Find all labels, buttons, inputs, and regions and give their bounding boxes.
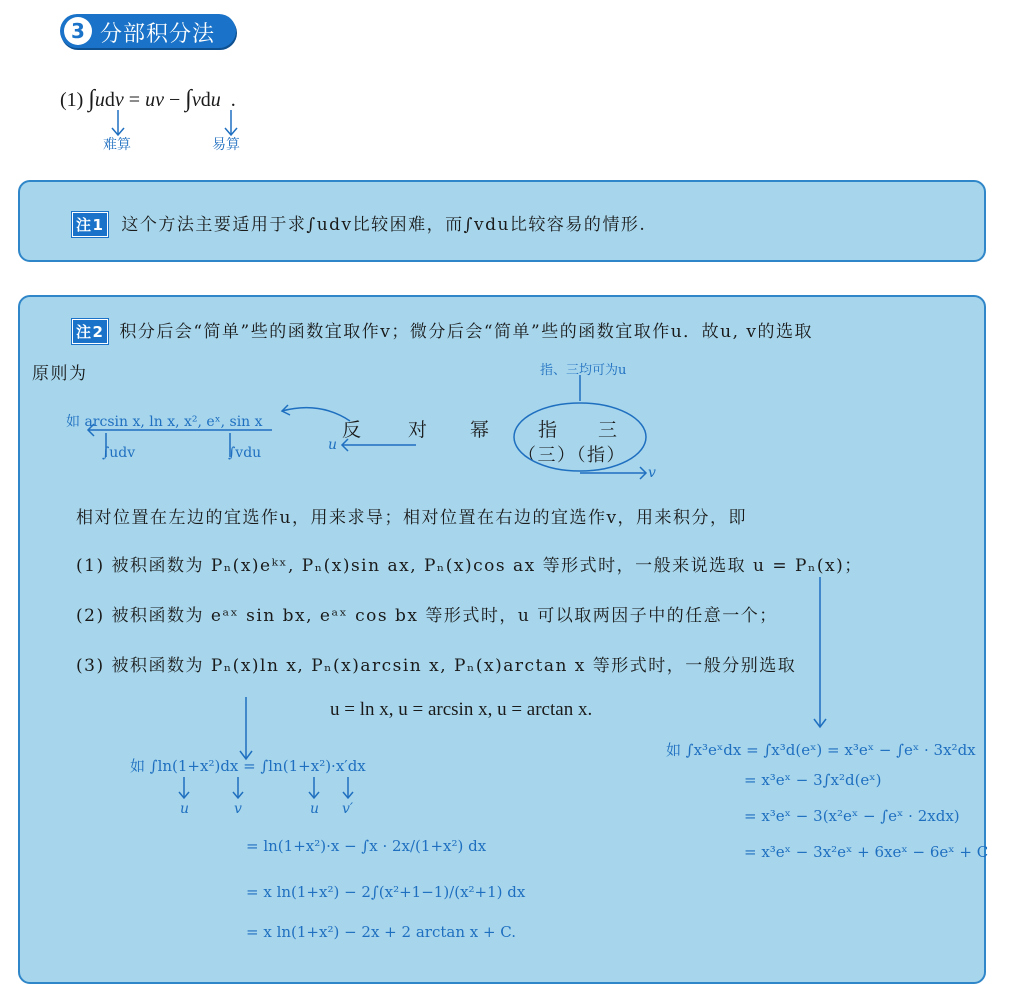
note1-text: 注1 这个方法主要适用于求∫udv比较困难，而∫vdu比较容易的情形. xyxy=(72,210,646,237)
example-right-line4: = x³eˣ − 3x²eˣ + 6xeˣ − 6eˣ + C xyxy=(744,843,989,861)
note2-tag: 注2 xyxy=(72,319,108,344)
note2-line1: 注2 积分后会“简单”些的函数宜取作v；微分后会“简单”些的函数宜取作u．故u, v的选取 xyxy=(72,317,813,344)
example-arrows xyxy=(20,567,980,767)
int-vdu: ∫vdu xyxy=(228,445,262,461)
u-arrow-label: u xyxy=(328,437,338,453)
example-left-line1: 如 ∫ln(1+x²)dx = ∫ln(1+x²)·x′dx xyxy=(130,757,366,775)
section-header xyxy=(60,14,236,48)
order-zhi: 指 xyxy=(538,419,559,441)
example-funcs: 如 arcsin x, ln x, x², eˣ, sin x xyxy=(66,414,263,430)
label-u1: u xyxy=(180,801,190,817)
example-left-line3: = x ln(1+x²) − 2∫(x²+1−1)/(x²+1) dx xyxy=(246,883,526,901)
label-v1: v xyxy=(234,801,242,817)
note1-tag: 注1 xyxy=(72,212,108,237)
note1-box xyxy=(18,180,986,262)
order-hint: 指、三均可为u xyxy=(540,363,627,378)
order-fan: 反 xyxy=(342,419,363,441)
example-right-line3: = x³eˣ − 3(x²eˣ − ∫eˣ · 2xdx) xyxy=(744,807,960,825)
example-left-arrows xyxy=(160,775,380,803)
example-right-line1: 如 ∫x³eˣdx = ∫x³d(eˣ) = x³eˣ − ∫eˣ · 3x²dx xyxy=(666,741,976,759)
rule-3: (3) 被积函数为 Pₙ(x)ln x, Pₙ(x)arcsin x, Pₙ(x)arctan x 等形式时，一般分别选取 xyxy=(76,656,797,676)
formula-main: (1) ∫udv = uv − ∫vdu . xyxy=(60,86,236,112)
order-mi: 幂 xyxy=(470,419,491,441)
rule-2: (2) 被积函数为 eᵃˣ sin bx, eᵃˣ cos bx 等形式时，u 可以取两因子中的任意一个； xyxy=(76,606,778,626)
rule-1: (1) 被积函数为 Pₙ(x)eᵏˣ, Pₙ(x)sin ax, Pₙ(x)cos ax 等形式时，一般来说选取 u = Pₙ(x)； xyxy=(76,556,863,576)
example-right-line2: = x³eˣ − 3∫x²d(eˣ) xyxy=(744,771,882,789)
order-san: 三 xyxy=(598,419,619,441)
formula-label: (1) xyxy=(60,89,84,111)
note2-line2: 原则为 xyxy=(32,364,88,384)
order-alt: （三）（指） xyxy=(518,445,626,466)
order-dui: 对 xyxy=(408,419,429,441)
section-title: 分部积分法 xyxy=(100,22,216,47)
example-left-line2: = ln(1+x²)·x − ∫x · 2x/(1+x²) dx xyxy=(246,837,487,855)
note2-box xyxy=(18,295,989,984)
example-left-line4: = x ln(1+x²) − 2x + 2 arctan x + C. xyxy=(246,923,517,941)
position-rule: 相对位置在左边的宜选作u，用来求导；相对位置在右边的宜选作v，用来积分，即 xyxy=(76,508,748,528)
label-u2: u xyxy=(310,801,320,817)
hard-label: 难算 xyxy=(103,137,131,153)
v-arrow-label: v xyxy=(648,465,656,481)
easy-label: 易算 xyxy=(212,137,240,153)
label-v2: v′ xyxy=(342,801,354,817)
section-number: 3 xyxy=(64,17,92,45)
order-arrows xyxy=(20,357,720,487)
int-udv: ∫udv xyxy=(102,445,136,461)
rule3-choice: u = ln x, u = arcsin x, u = arctan x. xyxy=(330,699,593,720)
